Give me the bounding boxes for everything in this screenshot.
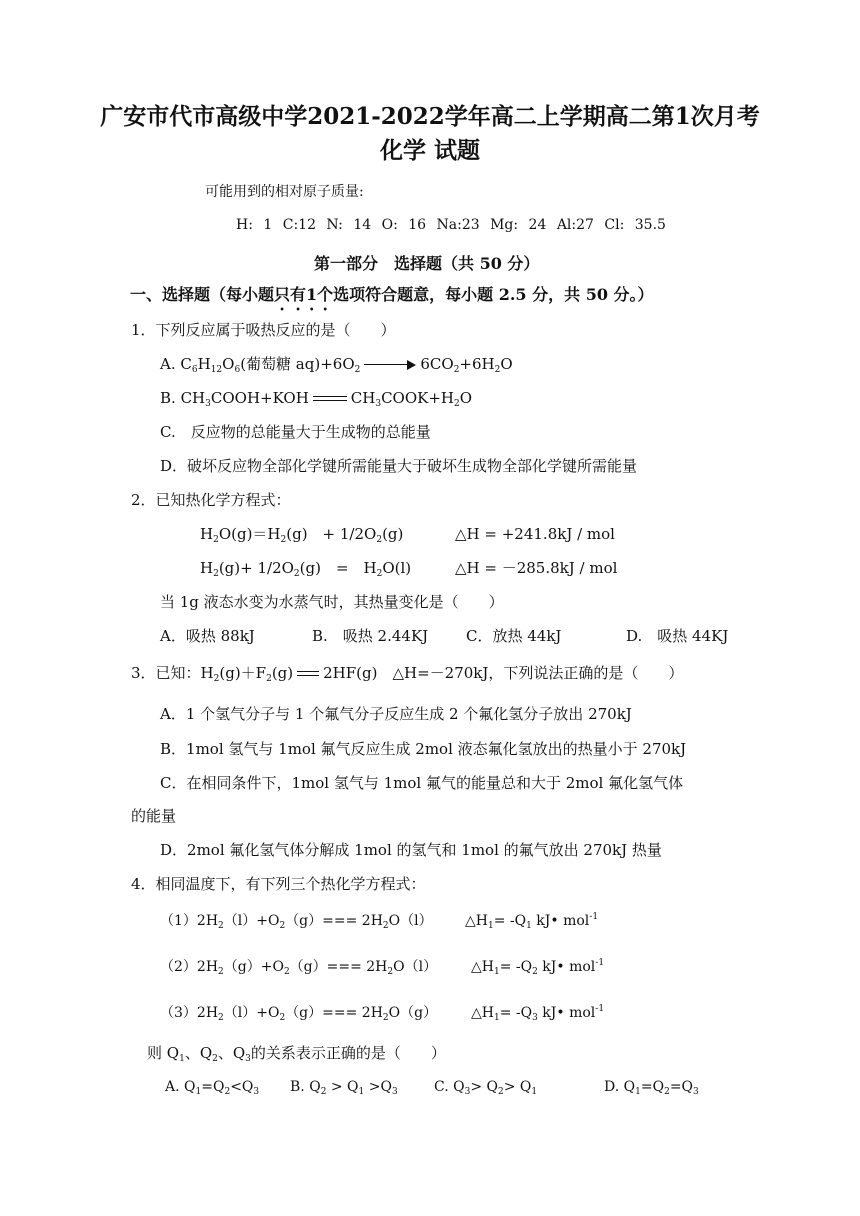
q2-equation-1-enthalpy: △H = +241.8kJ / mol (455, 525, 615, 543)
q4-equation-3-enthalpy: $\triangle H_1= -Q_3$ kJ• mol$^{-1}$ (471, 1004, 605, 1023)
q2-option-a: A．吸热 88kJ (160, 627, 255, 645)
q4-equation-3: $(3)2H_2(l)+O_2(g)=== 2H_2O(g)$ (160, 1005, 438, 1023)
q2-equation-2: $H_2(g)+ 1/2O_2(g)$ = $H_2O(l)$ (200, 559, 412, 579)
section-one-heading: 一、选择题（每小题只有1个选项符合题意，每小题 2.5 分，共 50 分。） (130, 285, 654, 304)
q2-option-c: C．放热 44kJ (466, 627, 562, 645)
q4-equation-2-enthalpy: $\triangle H_1= -Q_2$ kJ• mol$^{-1}$ (471, 958, 605, 977)
q3-stem: 3．已知：$H_2(g)+F_2(g)$ 2HF(g) △H=－270kJ，下列说法正确的是（ ） (131, 664, 684, 684)
q1-option-b: B. $CH_3COOH+KOH$ $CH_3COOK+H_2O$ (160, 389, 473, 409)
q4-stem: 4．相同温度下，有下列三个热化学方程式： (131, 875, 426, 893)
page-subtitle: 化学 试题 (379, 137, 480, 164)
q3-option-d: D．2mol 氟化氢气体分解成 1mol 的氢气和 1mol 的氟气放出 270kJ 热量 (160, 841, 662, 859)
q2-equation-1: $H_2O(g)=H_2(g)$ + $1/2O_2(g)$ (200, 525, 404, 545)
q2-stem: 2．已知热化学方程式： (131, 491, 291, 509)
atomic-mass-label: 可能用到的相对原子质量: (205, 184, 364, 200)
q2-question: 当 1g 液态水变为水蒸气时，其热量变化是（ ） (160, 593, 504, 611)
q4-question: 则 $Q_1$、$Q_2$、$Q_3$的关系表示正确的是（ ） (147, 1044, 446, 1064)
q1-stem: 1．下列反应属于吸热反应的是（ ） (131, 321, 396, 339)
q3-option-b: B．1mol 氢气与 1mol 氟气反应生成 2mol 液态氟化氢放出的热量小于 270kJ (160, 740, 687, 758)
q4-option-a: A. $Q_1=Q_2<Q_3$ (165, 1079, 260, 1097)
q4-equation-1: $(1)2H_2(l)+O_2(g)=== 2H_2O(l)$ (160, 913, 433, 931)
equals-sign-icon (297, 670, 319, 678)
q4-equation-1-enthalpy: $\triangle H_1= -Q_1$ kJ• mol$^{-1}$ (465, 912, 599, 931)
q1-option-a: A. $C_6H_{12}O_6$(葡萄糖 $aq)+6O_2$ $6CO_2+6H_2O$ (160, 355, 513, 375)
part-one-heading: 第一部分 选择题（共 50 分） (314, 254, 540, 273)
q2-option-d: D. 吸热 44KJ (626, 627, 729, 645)
q4-option-d: D. $Q_1=Q_2=Q_3$ (604, 1079, 699, 1097)
q4-equation-2: $(2)2H_2(g)+O_2(g)=== 2H_2O(l)$ (160, 959, 438, 977)
q2-option-b: B. 吸热 2.44KJ (312, 627, 429, 645)
q4-option-b: B. $Q_2 > Q_1 >Q_3$ (290, 1079, 398, 1097)
q1-option-c: C. 反应物的总能量大于生成物的总能量 (160, 423, 431, 441)
q4-option-c: C. $Q_3> Q_2> Q_1$ (434, 1079, 538, 1097)
reaction-arrow-icon (364, 360, 416, 370)
q3-option-c-continued: 的能量 (131, 807, 177, 825)
atomic-mass-values: H: 1 C:12 N: 14 O: 16 Na:23 Mg: 24 Al:27 Cl: 35.5 (236, 217, 666, 233)
page-title: 广安市代市高级中学2021-2022学年高二上学期高二第1次月考 (100, 103, 760, 130)
q3-option-c: C．在相同条件下，1mol 氢气与 1mol 氟气的能量总和大于 2mol 氟化氢气体 (160, 774, 684, 792)
q2-equation-2-enthalpy: △H = －285.8kJ / mol (455, 559, 618, 577)
equilibrium-arrow-icon (313, 394, 347, 404)
q3-option-a: A．1 个氢气分子与 1 个氟气分子反应生成 2 个氟化氢分子放出 270kJ (160, 705, 632, 723)
q1-option-d: D．破坏反应物全部化学键所需能量大于破坏生成物全部化学键所需能量 (160, 457, 638, 475)
